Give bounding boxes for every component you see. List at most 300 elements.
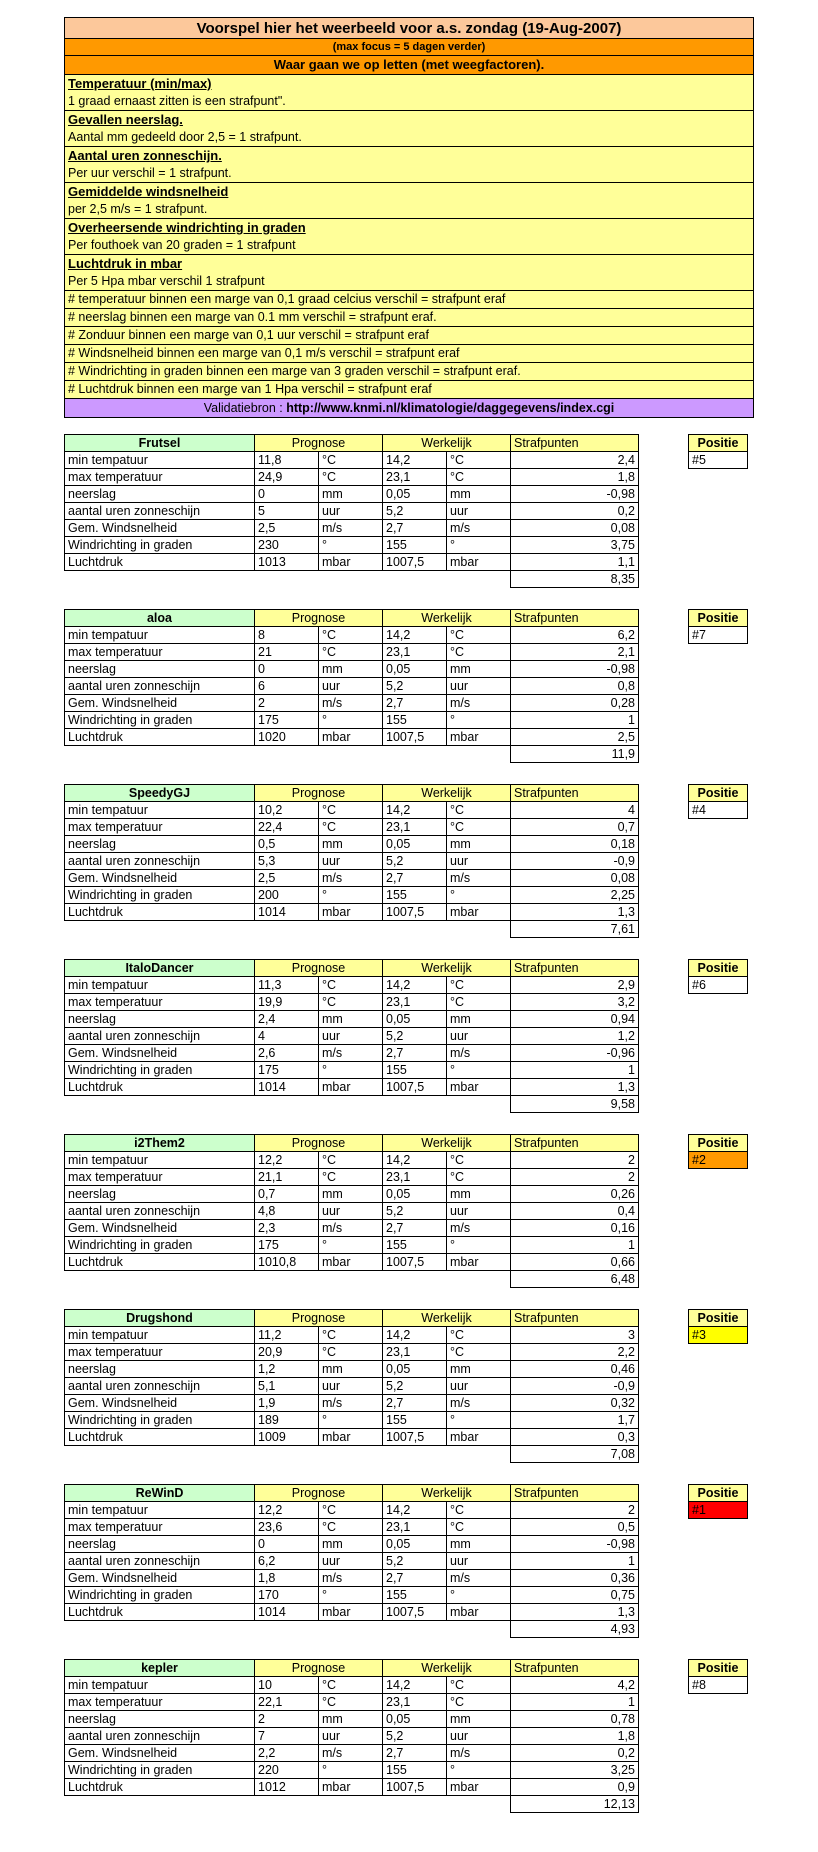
- margin-note: # Zonduur binnen een marge van 0,1 uur verschil = strafpunt eraf: [64, 327, 754, 345]
- total-row: [65, 1446, 639, 1463]
- prognose-value: 4,8: [255, 1203, 319, 1220]
- total-row: [65, 1096, 639, 1113]
- penalty-value: 1,7: [511, 1412, 639, 1429]
- position-header: Positie: [689, 1310, 748, 1327]
- actual-unit: mbar: [447, 1079, 511, 1096]
- actual-value: 0,05: [383, 1011, 447, 1028]
- prognose-value: 1010,8: [255, 1254, 319, 1271]
- row-label: Gem. Windsnelheid: [65, 1220, 255, 1237]
- prognose-value: 11,2: [255, 1327, 319, 1344]
- criterion-heading: Aantal uren zonneschijn.: [64, 147, 754, 164]
- prognose-unit: °: [319, 537, 383, 554]
- table-row: [65, 554, 639, 571]
- penalty-value: 0,94: [511, 1011, 639, 1028]
- column-header-werkelijk: Werkelijk: [383, 1310, 511, 1327]
- row-label: Gem. Windsnelheid: [65, 695, 255, 712]
- prognose-unit: °: [319, 1762, 383, 1779]
- actual-value: 23,1: [383, 994, 447, 1011]
- actual-value: 1007,5: [383, 1604, 447, 1621]
- row-label: min tempatuur: [65, 1677, 255, 1694]
- position-value: #5: [689, 452, 748, 469]
- prognose-value: 2,4: [255, 1011, 319, 1028]
- column-header-prognose: Prognose: [255, 960, 383, 977]
- row-label: neerslag: [65, 1536, 255, 1553]
- criterion-detail: per 2,5 m/s = 1 strafpunt.: [64, 200, 754, 219]
- position-box: [688, 434, 748, 469]
- row-label: aantal uren zonneschijn: [65, 853, 255, 870]
- participant-block: [64, 1484, 754, 1644]
- column-header-werkelijk: Werkelijk: [383, 960, 511, 977]
- actual-value: 155: [383, 1412, 447, 1429]
- column-header-strafpunten: Strafpunten: [511, 1310, 639, 1327]
- table-row: [65, 870, 639, 887]
- actual-value: 23,1: [383, 644, 447, 661]
- actual-value: 1007,5: [383, 729, 447, 746]
- column-header-strafpunten: Strafpunten: [511, 1485, 639, 1502]
- table-row: [65, 1045, 639, 1062]
- penalty-total: 7,08: [511, 1446, 639, 1463]
- participant-name: Drugshond: [65, 1310, 255, 1327]
- table-row: [65, 712, 639, 729]
- table-row: [65, 1536, 639, 1553]
- table-row: [65, 1220, 639, 1237]
- actual-value: 14,2: [383, 1327, 447, 1344]
- penalty-value: 1: [511, 1694, 639, 1711]
- position-value: #7: [689, 627, 748, 644]
- row-label: max temperatuur: [65, 994, 255, 1011]
- actual-value: 5,2: [383, 503, 447, 520]
- prognose-unit: mm: [319, 661, 383, 678]
- actual-unit: °C: [447, 802, 511, 819]
- actual-unit: uur: [447, 678, 511, 695]
- participant-name: SpeedyGJ: [65, 785, 255, 802]
- participant-block: [64, 959, 754, 1119]
- row-label: neerslag: [65, 1186, 255, 1203]
- prognose-unit: mm: [319, 1536, 383, 1553]
- prognose-value: 5,3: [255, 853, 319, 870]
- row-label: Luchtdruk: [65, 1779, 255, 1796]
- prognose-unit: °C: [319, 1152, 383, 1169]
- row-label: Windrichting in graden: [65, 1762, 255, 1779]
- penalty-value: 0,2: [511, 503, 639, 520]
- position-box: [688, 784, 748, 819]
- criterion-heading: Luchtdruk in mbar: [64, 255, 754, 272]
- actual-value: 1007,5: [383, 1429, 447, 1446]
- prognose-value: 170: [255, 1587, 319, 1604]
- actual-unit: mbar: [447, 1604, 511, 1621]
- actual-unit: uur: [447, 1553, 511, 1570]
- prognose-unit: mm: [319, 836, 383, 853]
- margin-note: # Windrichting in graden binnen een marge van 3 graden verschil = strafpunt eraf.: [64, 363, 754, 381]
- row-label: Gem. Windsnelheid: [65, 870, 255, 887]
- prognose-unit: mbar: [319, 1254, 383, 1271]
- actual-unit: mm: [447, 661, 511, 678]
- prognose-value: 6: [255, 678, 319, 695]
- prognose-value: 10: [255, 1677, 319, 1694]
- criterion-heading: Temperatuur (min/max): [64, 75, 754, 92]
- prognose-unit: °C: [319, 994, 383, 1011]
- prognose-value: 21: [255, 644, 319, 661]
- prognose-value: 20,9: [255, 1344, 319, 1361]
- prognose-unit: mm: [319, 1361, 383, 1378]
- table-row: [65, 853, 639, 870]
- column-header-werkelijk: Werkelijk: [383, 1485, 511, 1502]
- position-value: #8: [689, 1677, 748, 1694]
- actual-value: 14,2: [383, 1152, 447, 1169]
- penalty-value: 0,08: [511, 870, 639, 887]
- column-header-werkelijk: Werkelijk: [383, 1660, 511, 1677]
- prognose-value: 2,6: [255, 1045, 319, 1062]
- row-label: Windrichting in graden: [65, 1237, 255, 1254]
- actual-value: 23,1: [383, 469, 447, 486]
- actual-value: 23,1: [383, 819, 447, 836]
- penalty-total: 11,9: [511, 746, 639, 763]
- prognose-value: 8: [255, 627, 319, 644]
- margin-note: # temperatuur binnen een marge van 0,1 graad celcius verschil = strafpunt eraf: [64, 291, 754, 309]
- row-label: min tempatuur: [65, 627, 255, 644]
- table-row: [65, 678, 639, 695]
- penalty-total: 6,48: [511, 1271, 639, 1288]
- margin-note: # Luchtdruk binnen een marge van 1 Hpa verschil = strafpunt eraf: [64, 381, 754, 399]
- prognose-value: 1,9: [255, 1395, 319, 1412]
- penalty-value: 0,9: [511, 1779, 639, 1796]
- actual-value: 0,05: [383, 1186, 447, 1203]
- prognose-value: 5: [255, 503, 319, 520]
- column-header-werkelijk: Werkelijk: [383, 785, 511, 802]
- row-label: max temperatuur: [65, 819, 255, 836]
- penalty-total: 4,93: [511, 1621, 639, 1638]
- actual-unit: uur: [447, 1028, 511, 1045]
- row-label: Luchtdruk: [65, 554, 255, 571]
- position-header: Positie: [689, 1660, 748, 1677]
- position-header: Positie: [689, 610, 748, 627]
- table-row: [65, 1028, 639, 1045]
- prognose-unit: m/s: [319, 520, 383, 537]
- prognose-value: 12,2: [255, 1502, 319, 1519]
- penalty-value: -0,9: [511, 853, 639, 870]
- participant-block: [64, 1134, 754, 1294]
- penalty-value: 1,3: [511, 1079, 639, 1096]
- column-header-strafpunten: Strafpunten: [511, 435, 639, 452]
- prognose-value: 0,7: [255, 1186, 319, 1203]
- table-row: [65, 627, 639, 644]
- position-box: [688, 1134, 748, 1169]
- row-label: aantal uren zonneschijn: [65, 1378, 255, 1395]
- actual-unit: mbar: [447, 1254, 511, 1271]
- participant-name: ItaloDancer: [65, 960, 255, 977]
- penalty-value: 3,75: [511, 537, 639, 554]
- row-label: aantal uren zonneschijn: [65, 1553, 255, 1570]
- penalty-value: 0,7: [511, 819, 639, 836]
- penalty-value: 1: [511, 1062, 639, 1079]
- actual-value: 5,2: [383, 678, 447, 695]
- actual-value: 23,1: [383, 1344, 447, 1361]
- criterion-detail: 1 graad ernaast zitten is een strafpunt".: [64, 92, 754, 111]
- penalty-value: 0,18: [511, 836, 639, 853]
- criterion-heading: Gevallen neerslag.: [64, 111, 754, 128]
- table-row: [65, 503, 639, 520]
- actual-unit: m/s: [447, 1570, 511, 1587]
- table-row: [65, 1587, 639, 1604]
- actual-unit: m/s: [447, 870, 511, 887]
- table-row: [65, 1677, 639, 1694]
- row-label: Gem. Windsnelheid: [65, 1745, 255, 1762]
- penalty-value: 0,8: [511, 678, 639, 695]
- penalty-value: 0,26: [511, 1186, 639, 1203]
- participant-block: [64, 1309, 754, 1469]
- actual-unit: uur: [447, 1203, 511, 1220]
- penalty-value: 0,46: [511, 1361, 639, 1378]
- table-row: [65, 729, 639, 746]
- total-row: [65, 1796, 639, 1813]
- actual-unit: uur: [447, 853, 511, 870]
- actual-value: 23,1: [383, 1694, 447, 1711]
- prognose-unit: °C: [319, 1502, 383, 1519]
- penalty-value: 2,1: [511, 644, 639, 661]
- row-label: max temperatuur: [65, 644, 255, 661]
- table-row: [65, 836, 639, 853]
- actual-unit: m/s: [447, 520, 511, 537]
- actual-unit: mm: [447, 1711, 511, 1728]
- margin-note: # neerslag binnen een marge van 0.1 mm verschil = strafpunt eraf.: [64, 309, 754, 327]
- row-label: min tempatuur: [65, 1327, 255, 1344]
- row-label: max temperatuur: [65, 1344, 255, 1361]
- prognose-value: 1,2: [255, 1361, 319, 1378]
- actual-value: 1007,5: [383, 904, 447, 921]
- actual-unit: m/s: [447, 1220, 511, 1237]
- prognose-unit: °C: [319, 644, 383, 661]
- row-label: min tempatuur: [65, 1502, 255, 1519]
- row-label: neerslag: [65, 1011, 255, 1028]
- penalty-value: 1: [511, 712, 639, 729]
- actual-value: 14,2: [383, 1677, 447, 1694]
- prognose-value: 4: [255, 1028, 319, 1045]
- penalty-value: 0,2: [511, 1745, 639, 1762]
- table-row: [65, 904, 639, 921]
- total-row: [65, 921, 639, 938]
- score-table: [64, 784, 639, 938]
- prognose-unit: mbar: [319, 729, 383, 746]
- position-header: Positie: [689, 960, 748, 977]
- prognose-value: 200: [255, 887, 319, 904]
- table-row: [65, 1378, 639, 1395]
- column-header-prognose: Prognose: [255, 1135, 383, 1152]
- actual-unit: °: [447, 537, 511, 554]
- actual-unit: °: [447, 1762, 511, 1779]
- actual-unit: °C: [447, 1502, 511, 1519]
- prognose-unit: mm: [319, 486, 383, 503]
- penalty-value: 2,9: [511, 977, 639, 994]
- prognose-unit: °C: [319, 1327, 383, 1344]
- actual-value: 14,2: [383, 627, 447, 644]
- prognose-value: 24,9: [255, 469, 319, 486]
- page-title: Voorspel hier het weerbeeld voor a.s. zondag (19-Aug-2007): [64, 17, 754, 39]
- prognose-unit: uur: [319, 1203, 383, 1220]
- actual-value: 5,2: [383, 1553, 447, 1570]
- actual-value: 5,2: [383, 853, 447, 870]
- prognose-value: 19,9: [255, 994, 319, 1011]
- actual-unit: mbar: [447, 729, 511, 746]
- prognose-value: 175: [255, 1237, 319, 1254]
- prognose-unit: °: [319, 712, 383, 729]
- prognose-unit: °C: [319, 1677, 383, 1694]
- table-row: [65, 819, 639, 836]
- position-value: #2: [689, 1152, 748, 1169]
- row-label: max temperatuur: [65, 1519, 255, 1536]
- column-header-prognose: Prognose: [255, 1310, 383, 1327]
- row-label: aantal uren zonneschijn: [65, 678, 255, 695]
- table-row: [65, 1429, 639, 1446]
- penalty-value: 3,25: [511, 1762, 639, 1779]
- prognose-unit: °: [319, 1412, 383, 1429]
- prognose-unit: uur: [319, 1553, 383, 1570]
- table-row: [65, 1361, 639, 1378]
- row-label: min tempatuur: [65, 1152, 255, 1169]
- row-label: aantal uren zonneschijn: [65, 1203, 255, 1220]
- prognose-unit: °C: [319, 1519, 383, 1536]
- row-label: Windrichting in graden: [65, 712, 255, 729]
- table-row: [65, 977, 639, 994]
- position-value: #4: [689, 802, 748, 819]
- score-table: [64, 434, 639, 588]
- row-label: Luchtdruk: [65, 1429, 255, 1446]
- actual-unit: mm: [447, 836, 511, 853]
- actual-value: 0,05: [383, 1361, 447, 1378]
- actual-unit: °C: [447, 469, 511, 486]
- prognose-value: 220: [255, 1762, 319, 1779]
- penalty-value: 4,2: [511, 1677, 639, 1694]
- actual-unit: °C: [447, 1169, 511, 1186]
- prognose-unit: uur: [319, 1378, 383, 1395]
- actual-value: 5,2: [383, 1378, 447, 1395]
- criterion-detail: Aantal mm gedeeld door 2,5 = 1 strafpunt.: [64, 128, 754, 147]
- row-label: Gem. Windsnelheid: [65, 1045, 255, 1062]
- position-box: [688, 1484, 748, 1519]
- penalty-value: 2: [511, 1169, 639, 1186]
- prognose-unit: °C: [319, 1344, 383, 1361]
- penalty-value: 2,2: [511, 1344, 639, 1361]
- table-row: [65, 520, 639, 537]
- prognose-value: 230: [255, 537, 319, 554]
- row-label: Windrichting in graden: [65, 1412, 255, 1429]
- column-header-strafpunten: Strafpunten: [511, 785, 639, 802]
- actual-value: 0,05: [383, 1536, 447, 1553]
- actual-value: 2,7: [383, 1220, 447, 1237]
- table-row: [65, 695, 639, 712]
- actual-unit: °C: [447, 1677, 511, 1694]
- penalty-value: 1: [511, 1237, 639, 1254]
- penalty-value: 0,3: [511, 1429, 639, 1446]
- prognose-unit: uur: [319, 1028, 383, 1045]
- actual-unit: mbar: [447, 554, 511, 571]
- penalty-value: 0,5: [511, 1519, 639, 1536]
- table-row: [65, 486, 639, 503]
- row-label: Luchtdruk: [65, 904, 255, 921]
- actual-value: 14,2: [383, 452, 447, 469]
- actual-value: 155: [383, 1237, 447, 1254]
- position-value: #1: [689, 1502, 748, 1519]
- penalty-value: 1,3: [511, 1604, 639, 1621]
- page-subtitle: (max focus = 5 dagen verder): [64, 39, 754, 56]
- actual-value: 2,7: [383, 870, 447, 887]
- penalty-value: 2,25: [511, 887, 639, 904]
- actual-value: 23,1: [383, 1169, 447, 1186]
- prognose-value: 2,3: [255, 1220, 319, 1237]
- column-header-strafpunten: Strafpunten: [511, 960, 639, 977]
- prognose-unit: m/s: [319, 870, 383, 887]
- prognose-value: 12,2: [255, 1152, 319, 1169]
- score-table: [64, 1134, 639, 1288]
- criterion-detail: Per uur verschil = 1 strafpunt.: [64, 164, 754, 183]
- table-row: [65, 1395, 639, 1412]
- prognose-unit: mbar: [319, 904, 383, 921]
- row-label: neerslag: [65, 1361, 255, 1378]
- prognose-unit: °C: [319, 469, 383, 486]
- penalty-value: 1,2: [511, 1028, 639, 1045]
- column-header-prognose: Prognose: [255, 785, 383, 802]
- prognose-unit: m/s: [319, 1220, 383, 1237]
- prognose-unit: °C: [319, 977, 383, 994]
- prognose-unit: uur: [319, 503, 383, 520]
- participant-name: i2Them2: [65, 1135, 255, 1152]
- actual-unit: °C: [447, 1152, 511, 1169]
- position-box: [688, 1659, 748, 1694]
- prognose-value: 10,2: [255, 802, 319, 819]
- prognose-value: 23,6: [255, 1519, 319, 1536]
- penalty-value: 0,4: [511, 1203, 639, 1220]
- row-label: Luchtdruk: [65, 729, 255, 746]
- prognose-unit: uur: [319, 1728, 383, 1745]
- penalty-value: 0,28: [511, 695, 639, 712]
- prognose-unit: °C: [319, 627, 383, 644]
- table-row: [65, 1728, 639, 1745]
- prognose-value: 175: [255, 712, 319, 729]
- actual-unit: mm: [447, 1186, 511, 1203]
- prognose-value: 0: [255, 1536, 319, 1553]
- prognose-value: 1020: [255, 729, 319, 746]
- prognose-unit: mm: [319, 1011, 383, 1028]
- table-row: [65, 1254, 639, 1271]
- penalty-value: 2: [511, 1152, 639, 1169]
- row-label: neerslag: [65, 1711, 255, 1728]
- table-row: [65, 644, 639, 661]
- actual-unit: °C: [447, 644, 511, 661]
- actual-value: 155: [383, 1062, 447, 1079]
- actual-unit: m/s: [447, 1745, 511, 1762]
- prognose-unit: m/s: [319, 1745, 383, 1762]
- column-header-prognose: Prognose: [255, 435, 383, 452]
- prognose-value: 11,3: [255, 977, 319, 994]
- prognose-value: 7: [255, 1728, 319, 1745]
- prognose-value: 0: [255, 661, 319, 678]
- actual-value: 2,7: [383, 1395, 447, 1412]
- table-row: [65, 452, 639, 469]
- column-header-werkelijk: Werkelijk: [383, 1135, 511, 1152]
- position-header: Positie: [689, 435, 748, 452]
- row-label: Gem. Windsnelheid: [65, 1395, 255, 1412]
- actual-unit: °: [447, 712, 511, 729]
- table-row: [65, 1062, 639, 1079]
- table-row: [65, 994, 639, 1011]
- penalty-value: 3,2: [511, 994, 639, 1011]
- actual-unit: °C: [447, 627, 511, 644]
- total-row: [65, 571, 639, 588]
- validation-link[interactable]: http://www.knmi.nl/klimatologie/daggegevens/index.cgi: [286, 401, 615, 415]
- table-row: [65, 1237, 639, 1254]
- table-row: [65, 1711, 639, 1728]
- actual-value: 0,05: [383, 836, 447, 853]
- actual-unit: °C: [447, 977, 511, 994]
